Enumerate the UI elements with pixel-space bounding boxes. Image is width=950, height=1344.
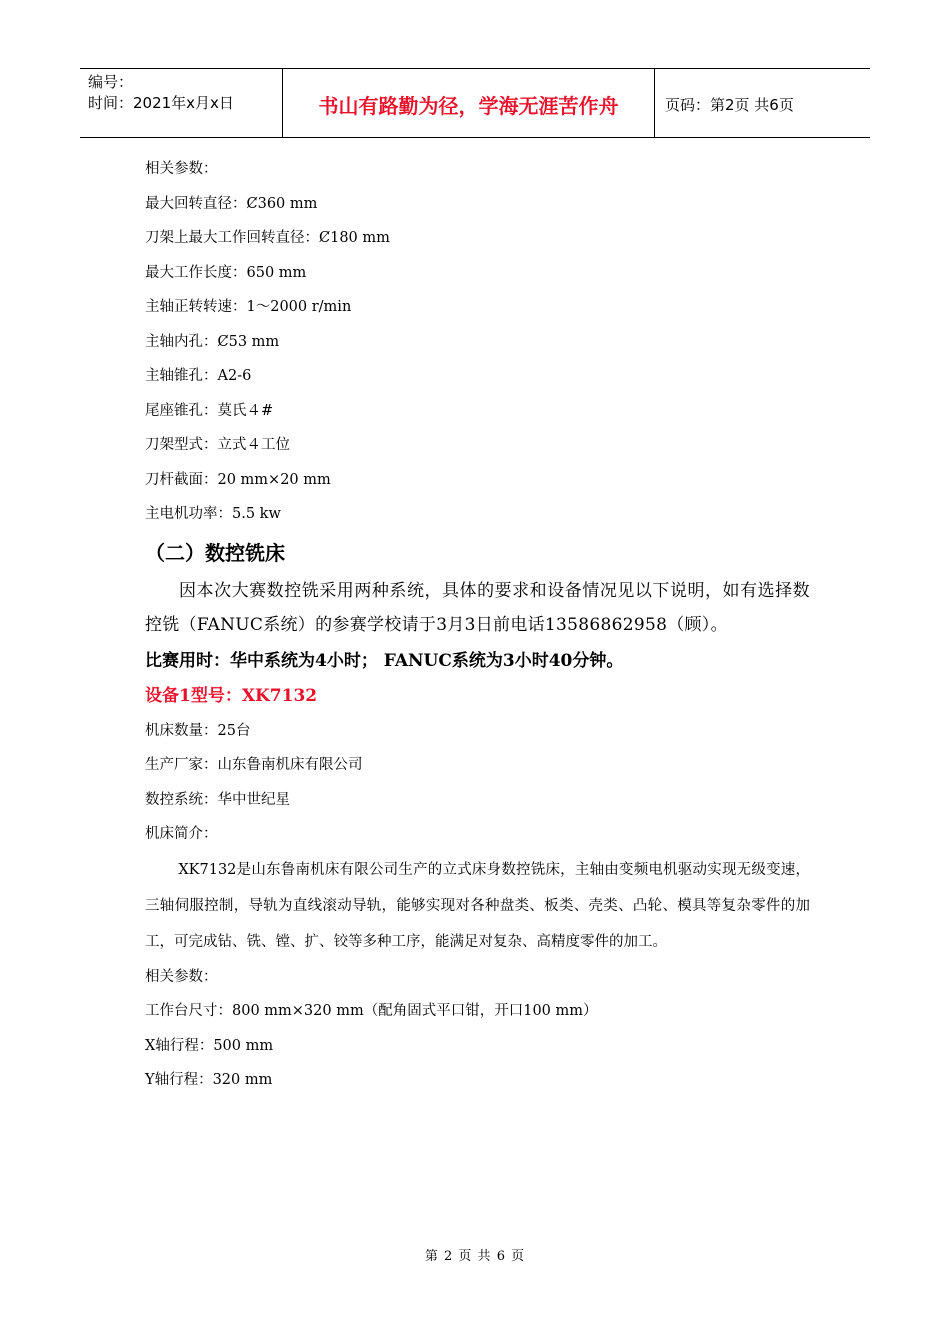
device-param-line: 工作台尺寸：800 mm×320 mm（配角固式平口钳，开口100 mm） [145,1003,598,1019]
device-info-line: 数控系统：华中世纪星 [145,791,290,808]
device-intro: XK7132是山东鲁南机床有限公司生产的立式床身数控铣床，主轴由变频电机驱动实现无级变速，三轴伺服控制，导轨为直线滚动导轨，能够实现对各种盘类、板类、壳类、凸轮、模具等复杂零件的加工，可完成钻、铣、镗、扩、铰等多种工序，能满足对复杂、高精度零件的加工。 [145,861,810,950]
date-label: 时间：2021年x月x日 [88,94,234,112]
param-line: 最大回转直径：Ȼ360 mm [145,195,318,212]
section-paragraph: 因本次大赛数控铣采用两种系统，具体的要求和设备情况见以下说明，如有选择数控铣（FANUC系统）的参赛学校请于3月3日前电话13586862958（顾）。 [145,580,810,635]
param-line: 刀架上最大工作回转直径：Ȼ180 mm [145,230,390,246]
param-line: 主轴锥孔：A2-6 [145,368,252,384]
serial-label: 编号： [88,73,134,91]
param-line: 最大工作长度：650 mm [145,264,307,281]
section-title: （二）数控铣床 [145,540,285,565]
device-param-line: 相关参数： [145,968,218,985]
param-line: 尾座锥孔：莫氏４# [145,402,274,419]
device-info-line: 生产厂家：山东鲁南机床有限公司 [145,757,363,773]
header-meta [80,69,282,137]
param-line: 主轴内孔：Ȼ53 mm [145,333,280,350]
device-info-line: 机床数量：25台 [145,722,251,739]
header-page-info: 页码：第2页 共6页 [665,95,794,114]
param-line: 刀杆截面：20 mm×20 mm [145,471,331,488]
header-motto: 书山有路勤为径，学海无涯苦作舟 [282,69,655,137]
param-line: 主电机功率：5.5 kw [145,506,281,522]
device-param-line: Y轴行程：320 mm [145,1072,273,1088]
time-limit: 比赛用时：华中系统为4小时； FANUC系统为3小时40分钟。 [145,650,624,671]
param-line: 刀架型式：立式４工位 [145,437,290,453]
param-line: 主轴正转转速：1～2000 r/min [145,299,352,315]
document-body [145,152,810,1098]
device-param-line: X轴行程：500 mm [145,1037,274,1054]
param-line: 相关参数： [145,161,218,177]
device-title: 设备1型号：XK7132 [145,685,318,706]
device-info-line: 机床简介： [145,826,218,842]
page-footer: 第 2 页 共 6 页 [424,1249,526,1264]
page-header [80,68,870,138]
